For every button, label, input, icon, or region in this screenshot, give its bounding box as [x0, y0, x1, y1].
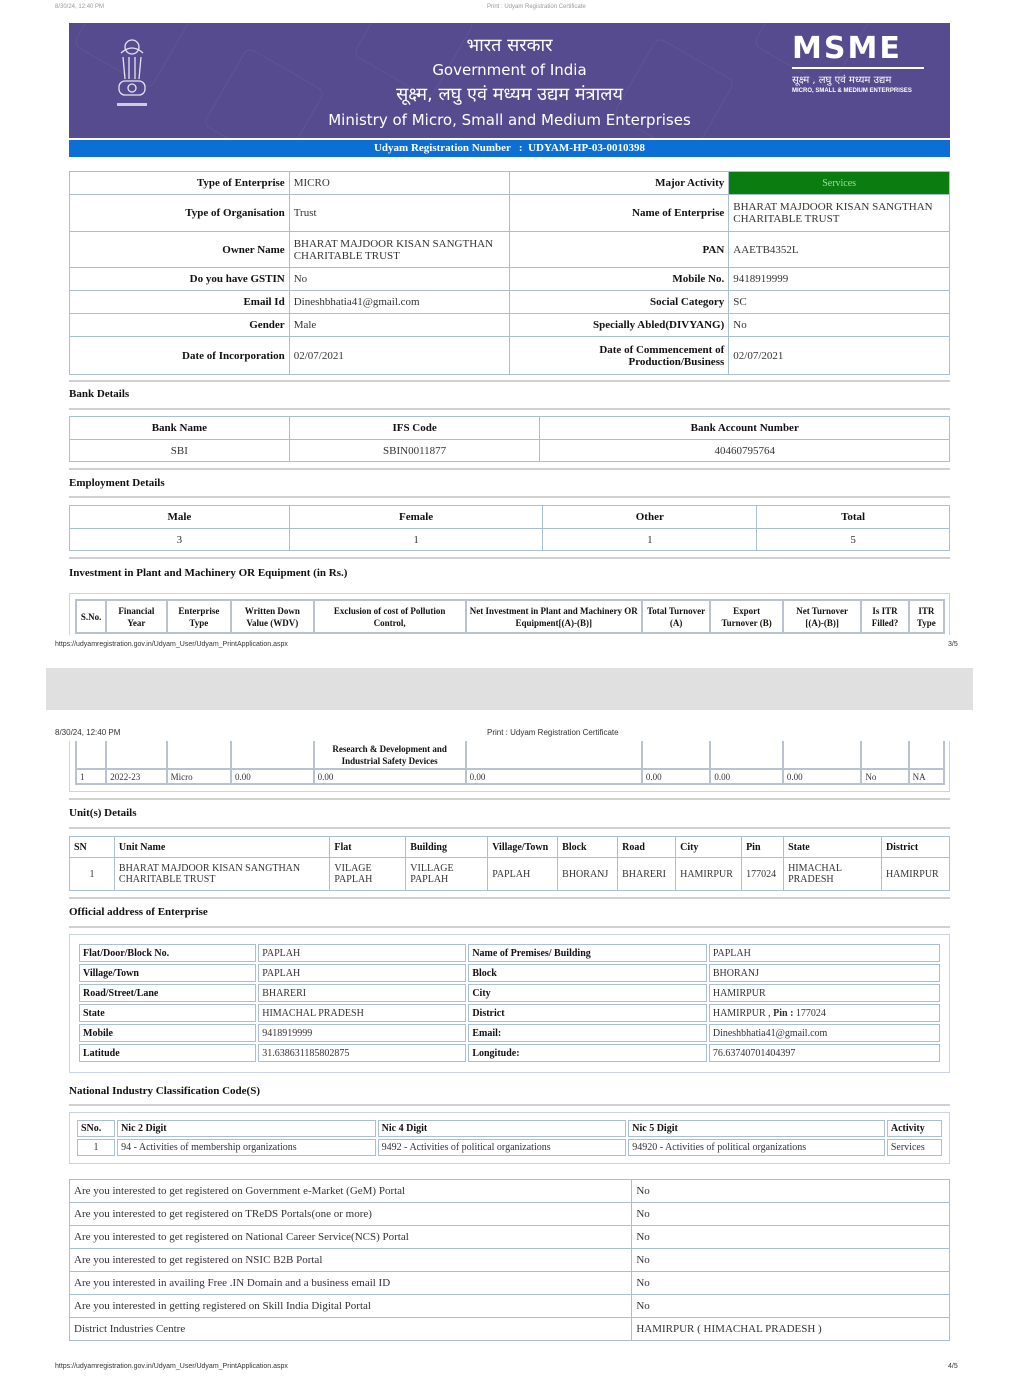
- address-label: District: [468, 1004, 707, 1022]
- column-header: City: [676, 837, 742, 858]
- answer: No: [632, 1295, 950, 1318]
- column-header: Bank Name: [70, 417, 290, 440]
- answer: No: [632, 1272, 950, 1295]
- official-address-title: Official address of Enterprise: [69, 906, 208, 918]
- table-row: [70, 858, 950, 891]
- registration-number-label: Udyam Registration Number: [373, 142, 511, 154]
- employee-count: 5: [757, 529, 950, 551]
- address-value: 31.638631185802875: [258, 1044, 466, 1062]
- cell: HIMACHAL PRADESH: [784, 858, 882, 891]
- registration-number-value: UDYAM-HP-03-0010398: [528, 142, 646, 154]
- government-of-india-title: Government of India: [432, 61, 587, 79]
- table-row: [70, 1295, 950, 1318]
- page-footer-url: https://udyamregistration.gov.in/Udyam_User/Udyam_PrintApplication.aspx: [55, 1363, 288, 1370]
- detail-value: No: [289, 268, 509, 291]
- column-header: Building: [406, 837, 488, 858]
- detail-value: Dineshbhatia41@gmail.com: [289, 291, 509, 314]
- cell: 0.00: [314, 769, 466, 784]
- hindi-ministry-title: सूक्ष्म, लघु एवं मध्यम उद्यम मंत्रालय: [396, 84, 623, 105]
- cell: 1: [76, 769, 106, 784]
- detail-value: No: [729, 314, 950, 337]
- divider: [69, 468, 950, 470]
- print-datetime-page3: 8/30/24, 12:40 PM: [55, 4, 105, 10]
- column-header: Block: [558, 837, 618, 858]
- address-value: PAPLAH: [709, 944, 940, 962]
- divider: [69, 380, 950, 382]
- cell: 0.00: [466, 769, 642, 784]
- detail-value: Male: [289, 314, 509, 337]
- address-label: Latitude: [79, 1044, 256, 1062]
- detail-label: Name of Enterprise: [509, 195, 729, 232]
- column-header: Is ITR Filled?: [861, 600, 908, 633]
- detail-label: Email Id: [70, 291, 290, 314]
- detail-label: PAN: [509, 232, 729, 268]
- column-header: ITR Type: [909, 600, 944, 633]
- detail-label: Date of Commencement of Production/Business: [509, 337, 729, 375]
- detail-label: Major Activity: [509, 172, 729, 195]
- detail-value: 02/07/2021: [729, 337, 950, 375]
- nic-table: [75, 1118, 944, 1158]
- divider: [69, 408, 950, 410]
- enterprise-details-table: [69, 171, 950, 375]
- column-header: Flat: [330, 837, 406, 858]
- detail-label: Do you have GSTIN: [70, 268, 290, 291]
- detail-value: BHARAT MAJDOOR KISAN SANGTHAN CHARITABLE TRUST: [729, 195, 950, 232]
- column-header: Total Turnover (A): [642, 600, 710, 633]
- cell: 0.00: [231, 769, 314, 784]
- cell: 0.00: [710, 769, 783, 784]
- table-row: [70, 1226, 950, 1249]
- unit-details-table: [69, 836, 950, 891]
- employment-details-title: Employment Details: [69, 477, 165, 489]
- detail-label: Social Category: [509, 291, 729, 314]
- column-header: Net Investment in Plant and Machinery OR Equipment[(A)-(B)]: [466, 600, 642, 633]
- bank-name-value: SBI: [70, 440, 290, 462]
- table-row: [70, 1272, 950, 1295]
- detail-value: AAETB4352L: [729, 232, 950, 268]
- column-header: Other: [543, 506, 757, 529]
- major-activity-badge: Services: [729, 172, 950, 195]
- msme-logo-mark: MSME: [792, 33, 924, 69]
- column-header: Nic 5 Digit: [628, 1120, 885, 1137]
- divider: [69, 557, 950, 559]
- print-title-page3: Print : Udyam Registration Certificate: [487, 4, 586, 10]
- cell: 0.00: [783, 769, 862, 784]
- answer: HAMIRPUR ( HIMACHAL PRADESH ): [632, 1318, 950, 1341]
- detail-value: 9418919999: [729, 268, 950, 291]
- divider: [69, 1104, 950, 1106]
- column-header: S.No.: [76, 600, 106, 633]
- official-address-table: [77, 942, 942, 1064]
- registration-separator: :: [518, 142, 523, 154]
- address-value: HAMIRPUR: [709, 984, 940, 1002]
- cell: No: [861, 769, 908, 784]
- address-label: Block: [468, 964, 707, 982]
- investment-table: [75, 741, 945, 785]
- detail-label: Type of Organisation: [70, 195, 290, 232]
- page-footer-url: https://udyamregistration.gov.in/Udyam_User/Udyam_PrintApplication.aspx: [55, 641, 288, 648]
- address-value: BHORANJ: [709, 964, 940, 982]
- msme-logo-english: MICRO, SMALL & MEDIUM ENTERPRISES: [792, 88, 912, 94]
- column-header: Written Down Value (WDV): [231, 600, 314, 633]
- cell: BHARERI: [618, 858, 676, 891]
- address-label: Email:: [468, 1024, 707, 1042]
- bank-details-title: Bank Details: [69, 388, 130, 400]
- cell: 94 - Activities of membership organizations: [117, 1139, 376, 1156]
- question: District Industries Centre: [70, 1318, 632, 1341]
- address-value: PAPLAH: [258, 964, 466, 982]
- detail-label: Date of Incorporation: [70, 337, 290, 375]
- address-value: PAPLAH: [258, 944, 466, 962]
- column-header: Male: [70, 506, 290, 529]
- msme-logo: [792, 33, 924, 94]
- msme-logo-hindi: सूक्ष्म , लघु एवं मध्यम उद्यम: [792, 75, 892, 86]
- ministry-banner: [69, 23, 950, 138]
- page-break-gap: [46, 668, 973, 710]
- cell: 2022-23: [106, 769, 166, 784]
- cell: 177024: [742, 858, 784, 891]
- column-header: Exclusion of cost of Pollution Control,: [314, 600, 466, 633]
- column-header: Enterprise Type: [167, 600, 231, 633]
- column-header: Total: [757, 506, 950, 529]
- divider: [69, 926, 950, 928]
- answer: No: [632, 1226, 950, 1249]
- cell: 9492 - Activities of political organizations: [378, 1139, 627, 1156]
- address-label: City: [468, 984, 707, 1002]
- cell: 1: [70, 858, 115, 891]
- answer: No: [632, 1180, 950, 1203]
- district-value: HAMIRPUR: [712, 1007, 766, 1019]
- cell: HAMIRPUR: [881, 858, 949, 891]
- employee-count: 1: [543, 529, 757, 551]
- district-pin-value: HAMIRPUR , Pin : 177024: [709, 1004, 940, 1022]
- question: Are you interested to get registered on National Career Service(NCS) Portal: [70, 1226, 632, 1249]
- divider: [69, 897, 950, 899]
- account-number-value: 40460795764: [540, 440, 950, 462]
- cell: BHARAT MAJDOOR KISAN SANGTHAN CHARITABLE TRUST: [114, 858, 330, 891]
- detail-label: Owner Name: [70, 232, 290, 268]
- question: Are you interested in availing Free .IN Domain and a business email ID: [70, 1272, 632, 1295]
- address-label: Flat/Door/Block No.: [79, 944, 256, 962]
- cell: 94920 - Activities of political organizations: [628, 1139, 885, 1156]
- column-header: IFS Code: [289, 417, 540, 440]
- question: Are you interested to get registered on Government e-Market (GeM) Portal: [70, 1180, 632, 1203]
- address-label: State: [79, 1004, 256, 1022]
- column-header: Unit Name: [114, 837, 330, 858]
- column-header: SNo.: [77, 1120, 115, 1137]
- column-header: SN: [70, 837, 115, 858]
- unit-details-title: Unit(s) Details: [69, 807, 137, 819]
- table-row: [76, 769, 944, 784]
- page-number: 3/5: [948, 641, 958, 648]
- table-row: [70, 1249, 950, 1272]
- column-header: Pin: [742, 837, 784, 858]
- question: Are you interested to get registered on NSIC B2B Portal: [70, 1249, 632, 1272]
- cell: Micro: [167, 769, 231, 784]
- address-label: Mobile: [79, 1024, 256, 1042]
- detail-label: Gender: [70, 314, 290, 337]
- address-label: Longitude:: [468, 1044, 707, 1062]
- detail-value: Trust: [289, 195, 509, 232]
- question: Are you interested in getting registered on Skill India Digital Portal: [70, 1295, 632, 1318]
- table-row: [70, 1318, 950, 1341]
- cell: NA: [909, 769, 944, 784]
- address-value: 9418919999: [258, 1024, 466, 1042]
- employment-details-table: [69, 505, 950, 551]
- column-header: District: [881, 837, 949, 858]
- bank-details-table: [69, 416, 950, 462]
- column-header: Road: [618, 837, 676, 858]
- divider: [69, 496, 950, 498]
- cell: 1: [77, 1139, 115, 1156]
- employee-count: 1: [289, 529, 543, 551]
- detail-value: SC: [729, 291, 950, 314]
- ifsc-value: SBIN0011877: [289, 440, 540, 462]
- column-header: Village/Town: [488, 837, 558, 858]
- ministry-title: Ministry of Micro, Small and Medium Enterprises: [328, 111, 691, 129]
- investment-table-header: [75, 599, 945, 634]
- table-row: [70, 1203, 950, 1226]
- nic-title: National Industry Classification Code(S): [69, 1085, 260, 1097]
- cell: HAMIRPUR: [676, 858, 742, 891]
- page-number: 4/5: [948, 1363, 958, 1370]
- registration-number-bar: [69, 140, 950, 157]
- address-value: HIMACHAL PRADESH: [258, 1004, 466, 1022]
- answer: No: [632, 1249, 950, 1272]
- detail-label: Mobile No.: [509, 268, 729, 291]
- registration-preferences-table: [69, 1179, 950, 1341]
- detail-value: MICRO: [289, 172, 509, 195]
- detail-label: Specially Abled(DIVYANG): [509, 314, 729, 337]
- cell: BHORANJ: [558, 858, 618, 891]
- column-header: Nic 2 Digit: [117, 1120, 376, 1137]
- employee-count: 3: [70, 529, 290, 551]
- answer: No: [632, 1203, 950, 1226]
- column-header: Female: [289, 506, 543, 529]
- column-header: Activity: [887, 1120, 942, 1137]
- address-value: 76.63740701404397: [709, 1044, 940, 1062]
- address-label: Name of Premises/ Building: [468, 944, 707, 962]
- pin-value: 177024: [795, 1007, 826, 1019]
- cell: Services: [887, 1139, 942, 1156]
- pin-label: Pin :: [773, 1007, 794, 1019]
- detail-value: 02/07/2021: [289, 337, 509, 375]
- detail-label: Type of Enterprise: [70, 172, 290, 195]
- table-row: [77, 1139, 942, 1156]
- hindi-government-title: भारत सरकार: [466, 35, 553, 56]
- column-header: Nic 4 Digit: [378, 1120, 627, 1137]
- column-header: Bank Account Number: [540, 417, 950, 440]
- detail-value: BHARAT MAJDOOR KISAN SANGTHAN CHARITABLE TRUST: [289, 232, 509, 268]
- nic-frame: [69, 1112, 950, 1164]
- table-row: [70, 1180, 950, 1203]
- cell: PAPLAH: [488, 858, 558, 891]
- column-header-continued: Research & Development and Industrial Safety Devices: [314, 741, 466, 769]
- question: Are you interested to get registered on TReDS Portals(one or more): [70, 1203, 632, 1226]
- print-title: Print : Udyam Registration Certificate: [487, 728, 619, 737]
- column-header: Export Turnover (B): [710, 600, 783, 633]
- column-header: Net Turnover [(A)-(B)]: [783, 600, 862, 633]
- official-address-frame: [69, 934, 950, 1073]
- address-label: Village/Town: [79, 964, 256, 982]
- print-datetime: 8/30/24, 12:40 PM: [55, 728, 121, 737]
- cell: VILLAGE PAPLAH: [406, 858, 488, 891]
- cell: VILAGE PAPLAH: [330, 858, 406, 891]
- investment-title: Investment in Plant and Machinery OR Equipment (in Rs.): [69, 567, 348, 579]
- address-value: BHARERI: [258, 984, 466, 1002]
- divider: [69, 798, 950, 800]
- column-header: State: [784, 837, 882, 858]
- address-label: Road/Street/Lane: [79, 984, 256, 1002]
- address-value: Dineshbhatia41@gmail.com: [709, 1024, 940, 1042]
- column-header: Financial Year: [106, 600, 166, 633]
- divider: [69, 827, 950, 829]
- cell: 0.00: [642, 769, 710, 784]
